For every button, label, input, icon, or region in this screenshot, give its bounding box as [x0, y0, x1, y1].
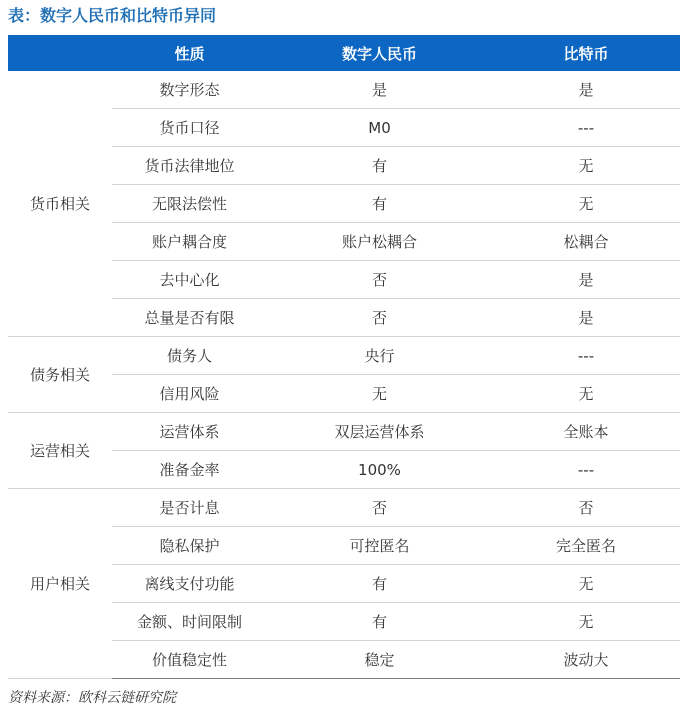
- property-cell: 信用风险: [112, 375, 267, 413]
- digital-rmb-cell: 有: [267, 185, 492, 223]
- header-property: 性质: [112, 35, 267, 71]
- bitcoin-cell: 松耦合: [492, 223, 680, 261]
- property-cell: 价值稳定性: [112, 641, 267, 679]
- digital-rmb-cell: 有: [267, 147, 492, 185]
- bitcoin-cell: 无: [492, 603, 680, 641]
- property-cell: 准备金率: [112, 451, 267, 489]
- bitcoin-cell: 无: [492, 565, 680, 603]
- property-cell: 债务人: [112, 337, 267, 375]
- table-body: [8, 71, 680, 679]
- property-cell: 金额、时间限制: [112, 603, 267, 641]
- bitcoin-cell: 是: [492, 261, 680, 299]
- digital-rmb-cell: 无: [267, 375, 492, 413]
- digital-rmb-cell: 否: [267, 489, 492, 527]
- table-caption: 表：数字人民币和比特币异同: [8, 6, 217, 25]
- digital-rmb-cell: 有: [267, 565, 492, 603]
- bitcoin-cell: 是: [492, 71, 680, 109]
- property-cell: 去中心化: [112, 261, 267, 299]
- bitcoin-cell: 无: [492, 185, 680, 223]
- digital-rmb-cell: 央行: [267, 337, 492, 375]
- category-cell: 运营相关: [8, 413, 112, 489]
- header-digital-rmb: 数字人民币: [267, 35, 492, 71]
- property-cell: 数字形态: [112, 71, 267, 109]
- digital-rmb-cell: 稳定: [267, 641, 492, 679]
- property-cell: 总量是否有限: [112, 299, 267, 337]
- bitcoin-cell: 全账本: [492, 413, 680, 451]
- bitcoin-cell: ---: [492, 451, 680, 489]
- property-cell: 运营体系: [112, 413, 267, 451]
- property-cell: 离线支付功能: [112, 565, 267, 603]
- bitcoin-cell: 无: [492, 375, 680, 413]
- category-cell: 债务相关: [8, 337, 112, 413]
- property-cell: 货币口径: [112, 109, 267, 147]
- property-cell: 无限法偿性: [112, 185, 267, 223]
- table-row: [8, 489, 680, 527]
- digital-rmb-cell: 否: [267, 261, 492, 299]
- bitcoin-cell: 完全匿名: [492, 527, 680, 565]
- digital-rmb-cell: 可控匿名: [267, 527, 492, 565]
- source-note: 资料来源：欧科云链研究院: [8, 690, 176, 706]
- table-row: [8, 413, 680, 451]
- bitcoin-cell: ---: [492, 109, 680, 147]
- property-cell: 隐私保护: [112, 527, 267, 565]
- property-cell: 货币法律地位: [112, 147, 267, 185]
- header-category: [8, 35, 112, 71]
- table-row: [8, 337, 680, 375]
- bitcoin-cell: 是: [492, 299, 680, 337]
- property-cell: 是否计息: [112, 489, 267, 527]
- digital-rmb-cell: 100%: [267, 451, 492, 489]
- table-row: [8, 71, 680, 109]
- digital-rmb-cell: 否: [267, 299, 492, 337]
- digital-rmb-cell: 账户松耦合: [267, 223, 492, 261]
- digital-rmb-cell: 是: [267, 71, 492, 109]
- bitcoin-cell: 否: [492, 489, 680, 527]
- digital-rmb-cell: 有: [267, 603, 492, 641]
- header-bitcoin: 比特币: [492, 35, 680, 71]
- comparison-table: [8, 35, 680, 679]
- category-cell: 货币相关: [8, 71, 112, 337]
- category-cell: 用户相关: [8, 489, 112, 679]
- digital-rmb-cell: 双层运营体系: [267, 413, 492, 451]
- table-header-row: [8, 35, 680, 71]
- property-cell: 账户耦合度: [112, 223, 267, 261]
- bitcoin-cell: ---: [492, 337, 680, 375]
- bitcoin-cell: 波动大: [492, 641, 680, 679]
- digital-rmb-cell: M0: [267, 109, 492, 147]
- bitcoin-cell: 无: [492, 147, 680, 185]
